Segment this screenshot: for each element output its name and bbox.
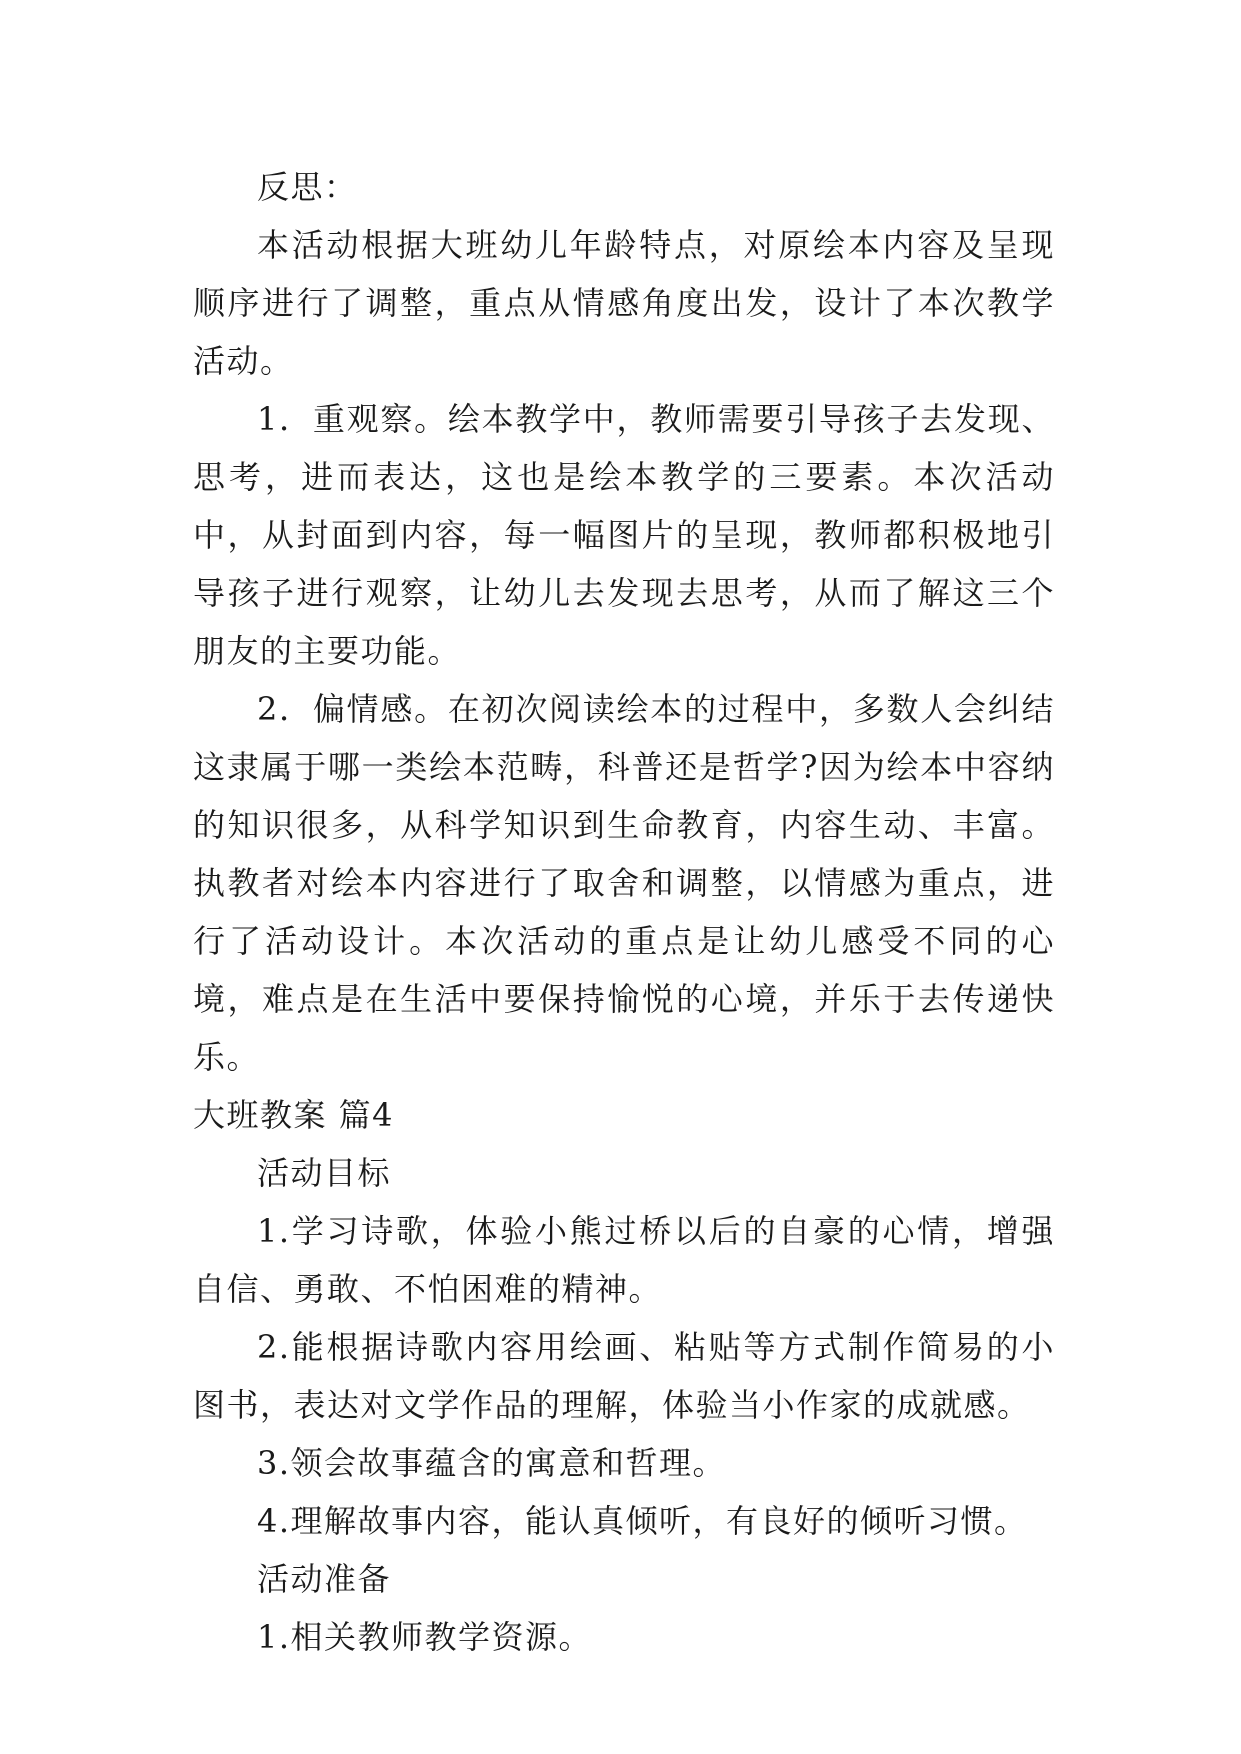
goal-item-4: 4.理解故事内容，能认真倾听，有良好的倾听习惯。: [257, 1502, 1028, 1540]
reflection-heading: 反思：: [257, 168, 358, 206]
activity-preparation-heading: 活动准备: [257, 1560, 392, 1598]
reflection-point-1-paragraph: 1．重观察。绘本教学中，教师需要引导孩子去发现、思考，进而表达，这也是绘本教学的三要素。本次活动中，从封面到内容，每一幅图片的呈现，教师都积极地引导孩子进行观察，让幼儿去发现去思考，从而了解这三个朋友的主要功能。: [193, 400, 1055, 670]
reflection-intro-paragraph: 本活动根据大班幼儿年龄特点，对原绘本内容及呈现顺序进行了调整，重点从情感角度出发，设计了本次教学活动。: [193, 226, 1055, 380]
goal-item-2: 2.能根据诗歌内容用绘画、粘贴等方式制作简易的小图书，表达对文学作品的理解，体验当小作家的成就感。: [193, 1328, 1055, 1424]
preparation-item-1: 1.相关教师教学资源。: [257, 1618, 593, 1656]
activity-goals-heading: 活动目标: [257, 1154, 392, 1192]
reflection-point-2-paragraph: 2．偏情感。在初次阅读绘本的过程中，多数人会纠结这隶属于哪一类绘本范畴，科普还是哲学?因为绘本中容纳的知识很多，从科学知识到生命教育，内容生动、丰富。执教者对绘本内容进行了取舍和调整，以情感为重点，进行了活动设计。本次活动的重点是让幼儿感受不同的心境，难点是在生活中要保持愉悦的心境，并乐于去传递快乐。: [193, 690, 1055, 1076]
document-body: [193, 158, 1055, 1666]
lesson-plan-section-title: 大班教案 篇4: [193, 1096, 395, 1134]
goal-item-3: 3.领会故事蕴含的寓意和哲理。: [257, 1444, 727, 1482]
goal-item-1: 1.学习诗歌，体验小熊过桥以后的自豪的心情，增强自信、勇敢、不怕困难的精神。: [193, 1212, 1055, 1308]
